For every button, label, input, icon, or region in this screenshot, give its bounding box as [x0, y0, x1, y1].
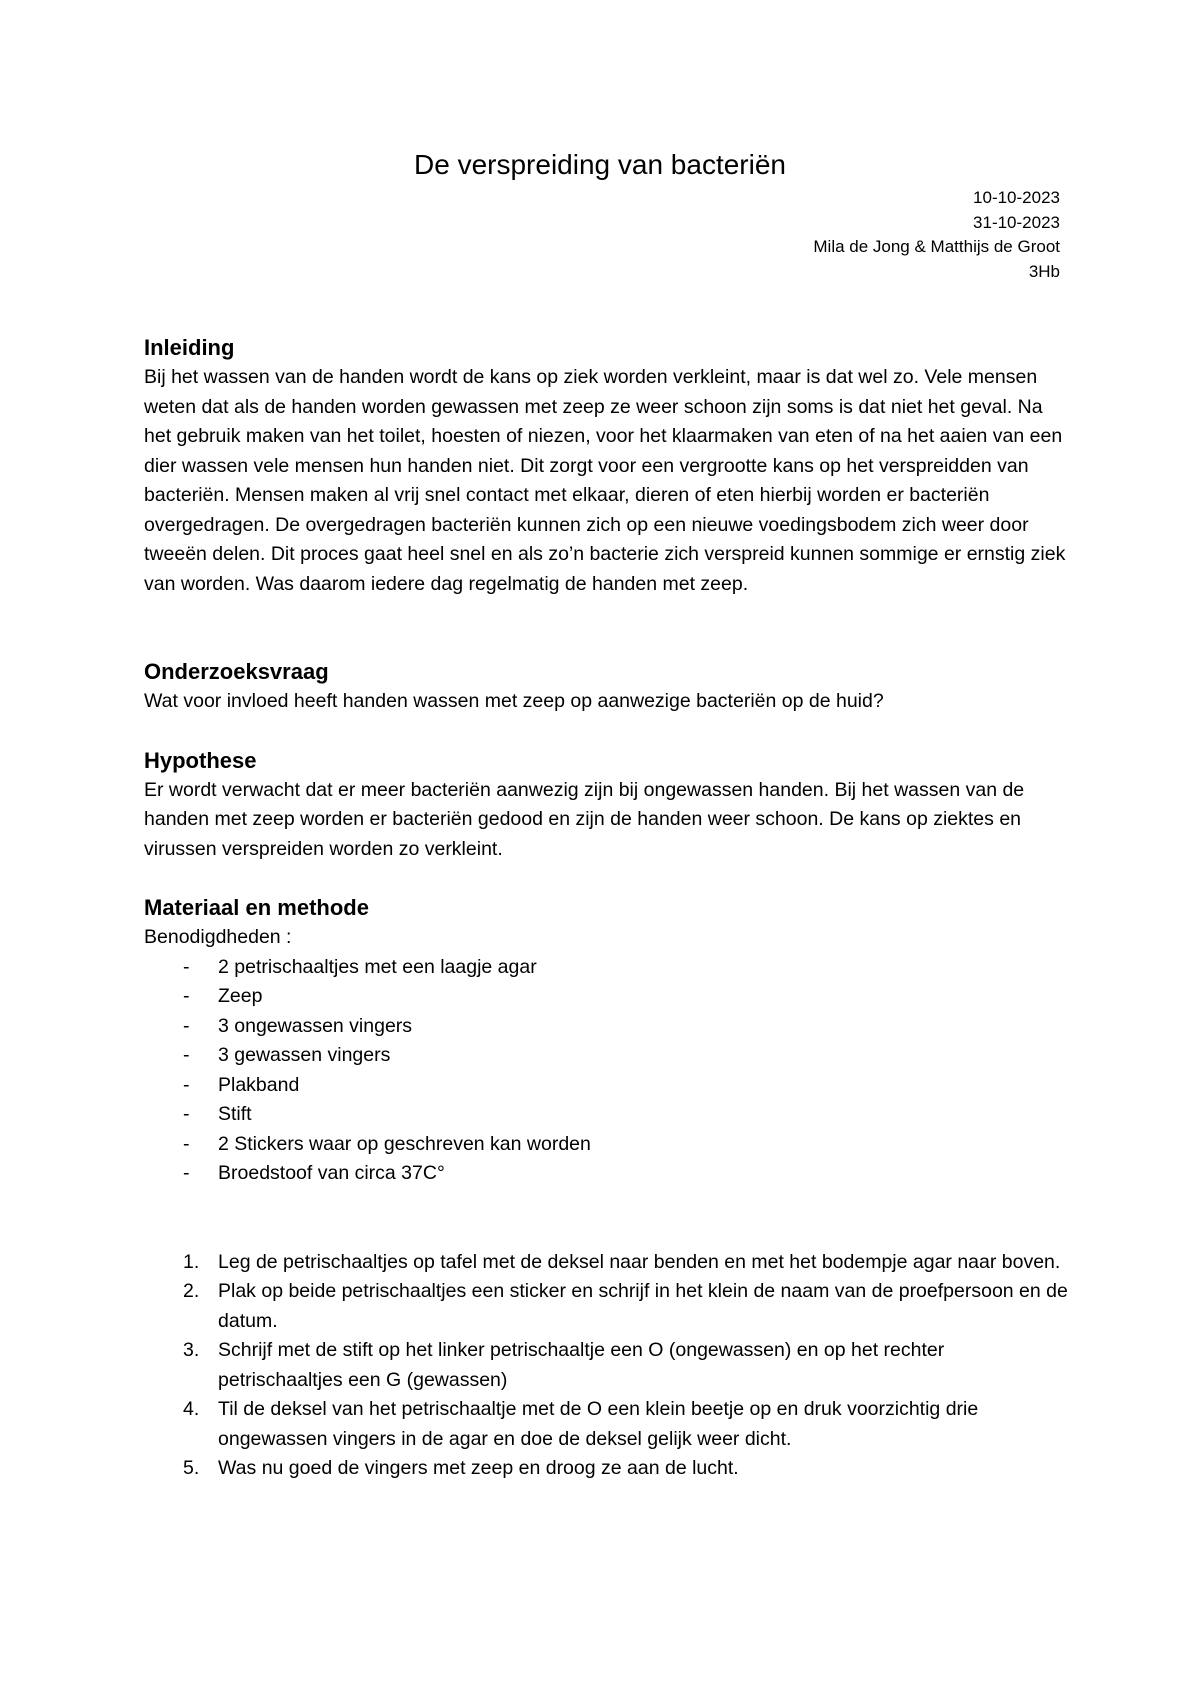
list-item: - 3 gewassen vingers — [144, 1041, 1074, 1071]
step-item: 5. Was nu goed de vingers met zeep en droog ze aan de lucht. — [144, 1454, 1074, 1484]
list-item: - Plakband — [144, 1071, 1074, 1101]
heading-materiaal: Materiaal en methode — [144, 895, 369, 920]
dash-bullet: - — [183, 985, 190, 1007]
dash-bullet: - — [183, 1132, 190, 1155]
heading-inleiding: Inleiding — [144, 335, 235, 360]
dash-bullet: - — [183, 1014, 190, 1037]
step-item: 3. Schrijf met de stift op het linker petrischaaltje een O (ongewassen) en op het rechter petrischaaltjes een G (gewassen) — [144, 1336, 1074, 1395]
date-end: 31-10-2023 — [973, 212, 1060, 232]
list-item: - Stift — [144, 1100, 1074, 1130]
dash-bullet: - — [183, 1162, 190, 1184]
method-steps — [144, 1248, 1074, 1484]
document-body — [144, 333, 1074, 1513]
step-number: 1. — [183, 1250, 200, 1273]
heading-hypothese: Hypothese — [144, 747, 257, 773]
class-label: 3Hb — [1028, 261, 1060, 281]
section-inleiding — [144, 333, 1074, 599]
date-start: 10-10-2023 — [973, 188, 1060, 207]
heading-onderzoeksvraag: Onderzoeksvraag — [144, 659, 329, 684]
step-item: 4. Til de deksel van het petrischaaltje met de O een klein beetje op en druk voorzichtig drie ongewassen vingers in de agar en doe de deksel gelijk weer dicht. — [144, 1395, 1074, 1454]
document-meta — [813, 186, 1060, 284]
list-item: - Broedstoof van circa 37C° — [144, 1159, 1074, 1189]
dash-bullet: - — [183, 1103, 190, 1125]
list-item: - 3 ongewassen vingers — [144, 1012, 1074, 1042]
document-title: De verspreiding van bacteriën — [414, 149, 786, 180]
step-number: 5. — [183, 1457, 200, 1479]
dash-bullet: - — [183, 955, 190, 978]
section-materiaal — [144, 893, 1074, 1484]
paragraph-onderzoeksvraag: Wat voor invloed heeft handen wassen met zeep op aanwezige bacteriën op de huid? — [144, 690, 884, 712]
list-item: - Zeep — [144, 982, 1074, 1012]
section-hypothese — [144, 746, 1074, 865]
list-item: - 2 petrischaaltjes met een laagje agar — [144, 953, 1074, 983]
authors: Mila de Jong & Matthijs de Groot — [813, 237, 1060, 256]
dash-bullet: - — [183, 1073, 190, 1096]
step-item: 2. Plak op beide petrischaaltjes een sticker en schrijf in het klein de naam van de proefpersoon en de datum. — [144, 1277, 1074, 1336]
section-onderzoeksvraag — [144, 657, 1074, 717]
step-item: 1. Leg de petrischaaltjes op tafel met de deksel naar benden en met het bodempje agar naar boven. — [144, 1248, 1074, 1278]
dash-bullet: - — [183, 1044, 190, 1066]
paragraph-inleiding: Bij het wassen van de handen wordt de kans op ziek worden verkleint, maar is dat wel zo. Vele mensen weten dat als de handen worden gewassen met zeep ze weer schoon zijn soms is dat niet het geval. Na het gebruik maken van het toilet, hoesten of niezen, voor het klaarmaken van eten of na het aaien van een dier wassen vele mensen hun handen niet. Dit zorgt voor een vergrootte kans op het verspreidden van bacteriën. Mensen maken al vrij snel contact met elkaar, dieren of eten hierbij worden er bacteriën overgedragen. De overgedragen bacteriën kunnen zich op een nieuwe voedingsbodem zich weer door tweeën delen. Dit proces gaat heel snel en als zo’n bacterie zich verspreid kunnen sommige er ernstig ziek van worden. Was daarom iedere dag regelmatig de handen met zeep. — [144, 366, 1066, 595]
step-number: 2. — [183, 1280, 200, 1302]
step-number: 3. — [183, 1339, 200, 1361]
paragraph-hypothese: Er wordt verwacht dat er meer bacteriën aanwezig zijn bij ongewassen handen. Bij het wassen van de handen met zeep worden er bacteriën gedood en zijn de handen weer schoon. De kans op ziektes en virussen verspreiden worden zo verkleint. — [144, 778, 1025, 860]
supplies-lead: Benodigdheden : — [144, 926, 292, 948]
supplies-list — [144, 953, 1074, 1189]
step-number: 4. — [183, 1398, 200, 1420]
list-item: - 2 Stickers waar op geschreven kan worden — [144, 1130, 1074, 1160]
